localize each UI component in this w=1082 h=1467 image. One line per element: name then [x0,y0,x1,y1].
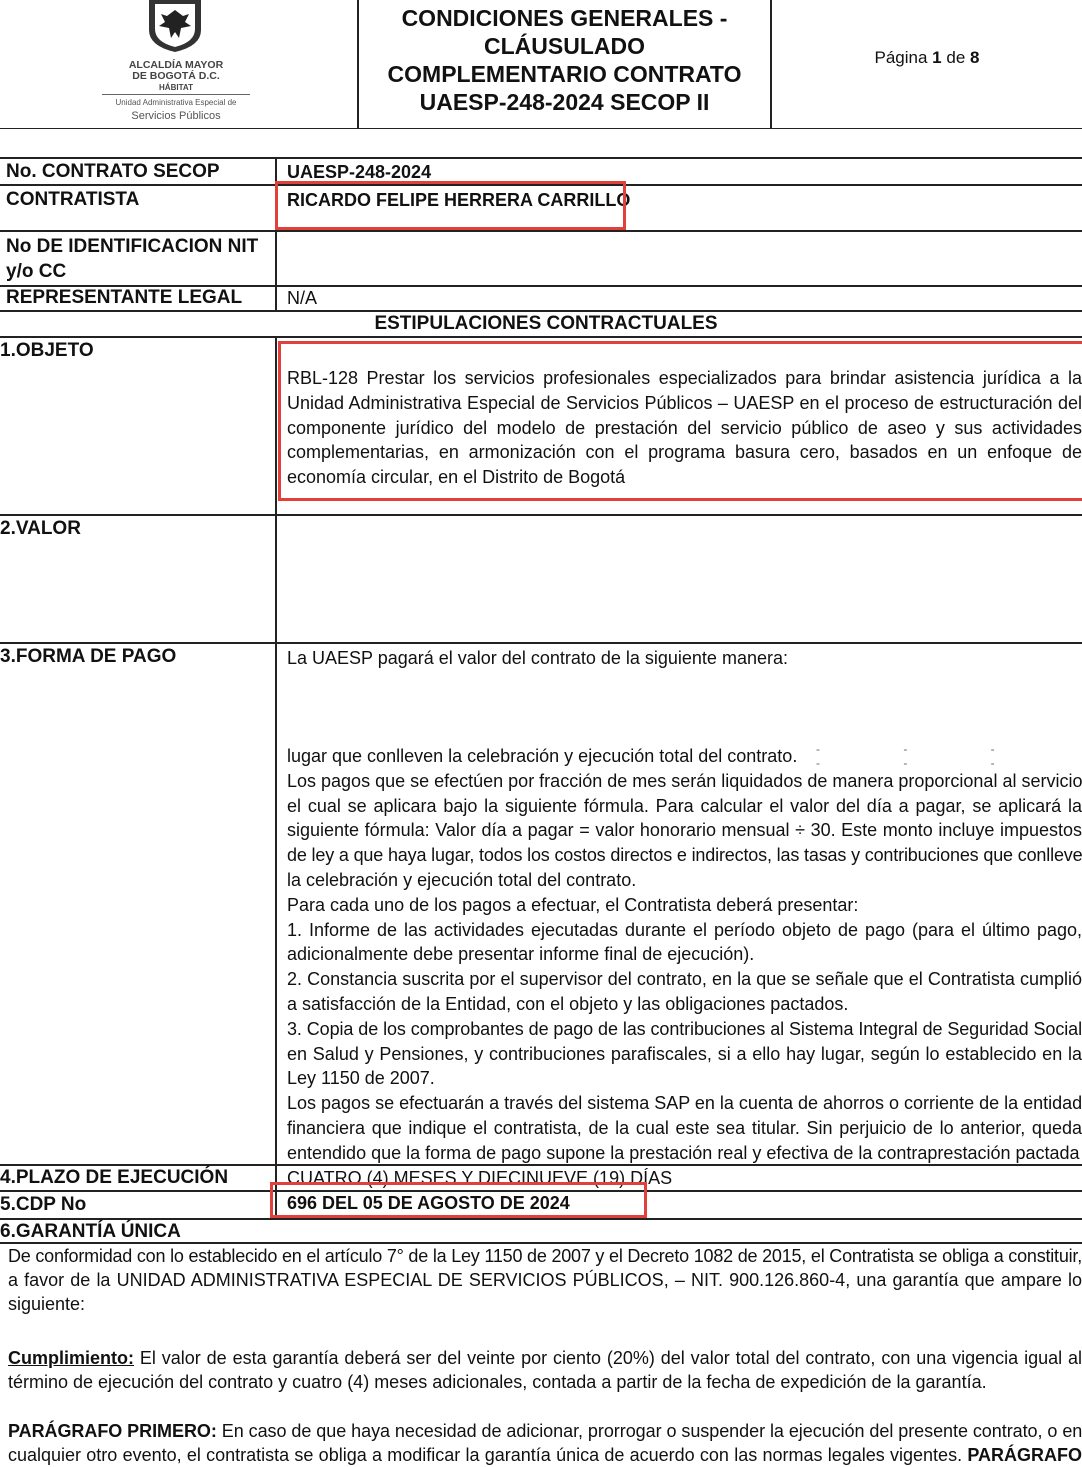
objeto-line: Unidad Administrativa Especial de Servicios Públicos – UAESP en el proceso de estructuración del [287,392,1082,413]
objeto-line: RBL-128 Prestar los servicios profesionales especializados para brindar asistencia jurídica a la [287,368,1082,388]
logo-text-line2: DE BOGOTÁ D.C. [132,70,220,82]
cumplimiento-line: término de ejecución del contrato y cuatro (4) meses adicionales, contada a partir de la fecha de expedición de la garantía. [8,1372,987,1392]
contract-no-label: No. CONTRATO SECOP [6,161,220,182]
forma-pago-line: Para cada uno de los pagos a efectuar, el Contratista deberá presentar: [287,894,859,915]
paragrafo-next-label: PARÁGRAFO [967,1445,1082,1465]
title-line: CONDICIONES GENERALES - [401,5,728,31]
objeto-line: economía circular, en el Distrito de Bogotá [287,467,626,488]
table-rule [0,514,1082,516]
paragrafo-label: PARÁGRAFO PRIMERO: [8,1421,217,1441]
forma-pago-line: Los pagos se efectuarán a través del sistema SAP en la cuenta de ahorros o corriente de la entidad [287,1093,1082,1114]
logo-text-line3: HÁBITAT [159,83,193,92]
forma-pago-line: 1. Informe de las actividades ejecutadas durante el período objeto de pago (para el último pago, [287,919,1082,940]
forma-pago-line: en Salud y Pensiones, y contribuciones parafiscales, si a ello hay lugar, según lo establecido en la [287,1043,1082,1064]
forma-pago-text [287,744,1082,1166]
title-line: COMPLEMENTARIO CONTRATO [387,61,742,87]
forma-pago-line: a satisfacción de la Entidad, con el objeto y las obligaciones pactados. [287,993,849,1014]
garantia-intro [8,1244,1082,1316]
page-current: 1 [932,48,942,67]
forma-pago-line: Los pagos que se efectúen por fracción de mes serán liquidados de manera proporcional al servicio [287,770,1082,791]
logo-block [0,0,357,128]
garantia-line: De conformidad con lo establecido en el artículo 7° de la Ley 1150 de 2007 y el Decreto 1082 de 2015, el Contratista se obliga a constituir, [8,1246,1082,1266]
cumplimiento-text: El valor de esta garantía deberá ser del veinte por ciento (20%) del valor total del contrato, con una vigencia igual al [134,1348,1082,1368]
table-rule [0,230,1082,232]
legal-rep-value: N/A [287,288,318,308]
id-label-line1: No DE IDENTIFICACION NIT [6,236,259,257]
forma-pago-line: 3. Copia de los comprobantes de pago de las contribuciones al Sistema Integral de Seguridad Social [287,1018,1082,1039]
forma-pago-line: lugar que conlleven la celebración y ejecución total del contrato. [287,746,798,766]
objeto-label: 1.OBJETO [0,340,94,361]
cdp-label: 5.CDP No [0,1194,87,1215]
faint-marks: - - - - - - [816,742,1035,770]
forma-pago-line: el cual se aplicara bajo la siguiente fórmula. Para calcular el valor del día a pagar, se aplicará la [287,795,1082,816]
forma-pago-line: la celebración y ejecución total del contrato. [287,869,637,890]
forma-pago-line: Ley 1150 de 2007. [287,1068,435,1089]
forma-pago-intro: La UAESP pagará el valor del contrato de la siguiente manera: [287,648,788,668]
cumplimiento-line [8,1346,1082,1370]
page-separator: de [946,48,966,67]
id-label-line2: y/o CC [6,261,67,282]
contractor-label: CONTRATISTA [6,189,140,210]
objeto-line: complementarias, en armonización con el programa basura cero, basados en un enfoque de [287,442,1082,463]
forma-pago-line: 2. Constancia suscrita por el supervisor del contrato, en la que se señale que el Contratista cumplió [287,969,1082,990]
contractor-value: RICARDO FELIPE HERRERA CARRILLO [287,190,631,210]
title-line: UAESP-248-2024 SECOP II [419,89,710,115]
section-heading: ESTIPULACIONES CONTRACTUALES [374,313,718,334]
paragrafo-text: En caso de que haya necesidad de adicionar, prorrogar o suspender la ejecución del presente contrato, o en [216,1421,1082,1441]
table-column-rule [275,157,277,310]
garantia-label: 6.GARANTÍA ÚNICA [0,1221,181,1242]
cdp-highlight-box [270,1182,647,1218]
table-rule [0,642,1082,644]
contractor-highlight-box [275,181,626,230]
paragrafo-paragraph [8,1419,1082,1467]
objeto-line: componente jurídico del modelo de prestación del servicio público de aseo y sus actividades [287,417,1082,438]
page-total: 8 [970,48,980,67]
cdp-value: 696 DEL 05 DE AGOSTO DE 2024 [287,1193,570,1213]
logo-text-line4: Unidad Administrativa Especial de [115,98,237,107]
forma-pago-line: financiera que indique el contratista, de la cual este sea titular. Sin perjuicio de lo anterior, queda [287,1117,1082,1138]
forma-pago-line: siguiente fórmula: Valor día a pagar = valor honorario mensual ÷ 30. Este monto incluye impuestos [287,820,1082,841]
document-title [359,4,770,116]
cumplimiento-paragraph [8,1346,1082,1394]
logo-divider [102,94,250,95]
page-prefix: Página [874,48,928,67]
plazo-value: CUATRO (4) MESES Y DIECINUEVE (19) DÍAS [287,1168,673,1188]
paragrafo-text: cualquier otro evento, el contratista se obliga a modificar la garantía única de acuerdo con las normas legales vigentes. [8,1445,968,1465]
objeto-highlight-box [278,341,1082,501]
coat-of-arms-icon [143,0,207,52]
table-rule [0,336,1082,338]
forma-pago-line: de ley a que haya lugar, todos los costos directos e indirectos, las tasas y contribuciones que conlleve [287,845,1082,866]
paragrafo-line [8,1443,1082,1467]
forma-pago-line: entendido que la forma de pago supone la prestación real y efectiva de la contraprestación pactada [287,1142,1080,1163]
page-indicator [772,48,1082,68]
valor-label: 2.VALOR [0,518,81,539]
garantia-line: a favor de la UNIDAD ADMINISTRATIVA ESPECIAL DE SERVICIOS PÚBLICOS, – NIT. 900.126.860-4, una garantía que ampare lo [8,1270,1082,1290]
logo-text-line5: Servicios Públicos [131,110,221,122]
plazo-label: 4.PLAZO DE EJECUCIÓN [0,1167,229,1188]
table-column-rule [275,336,277,1218]
title-line: CLÁUSULADO [484,33,645,59]
logo-text-line1: ALCALDÍA MAYOR [128,59,224,71]
cumplimiento-label: Cumplimiento: [8,1348,134,1368]
garantia-line: siguiente: [8,1294,86,1314]
forma-pago-label: 3.FORMA DE PAGO [0,646,177,667]
forma-pago-line: adicionalmente debe presentar informe final de ejecución). [287,944,755,965]
paragrafo-line [8,1419,1082,1443]
document-header [0,0,1082,129]
contract-no-value: UAESP-248-2024 [287,162,432,182]
table-rule [0,157,1082,159]
legal-rep-label: REPRESENTANTE LEGAL [6,287,243,308]
